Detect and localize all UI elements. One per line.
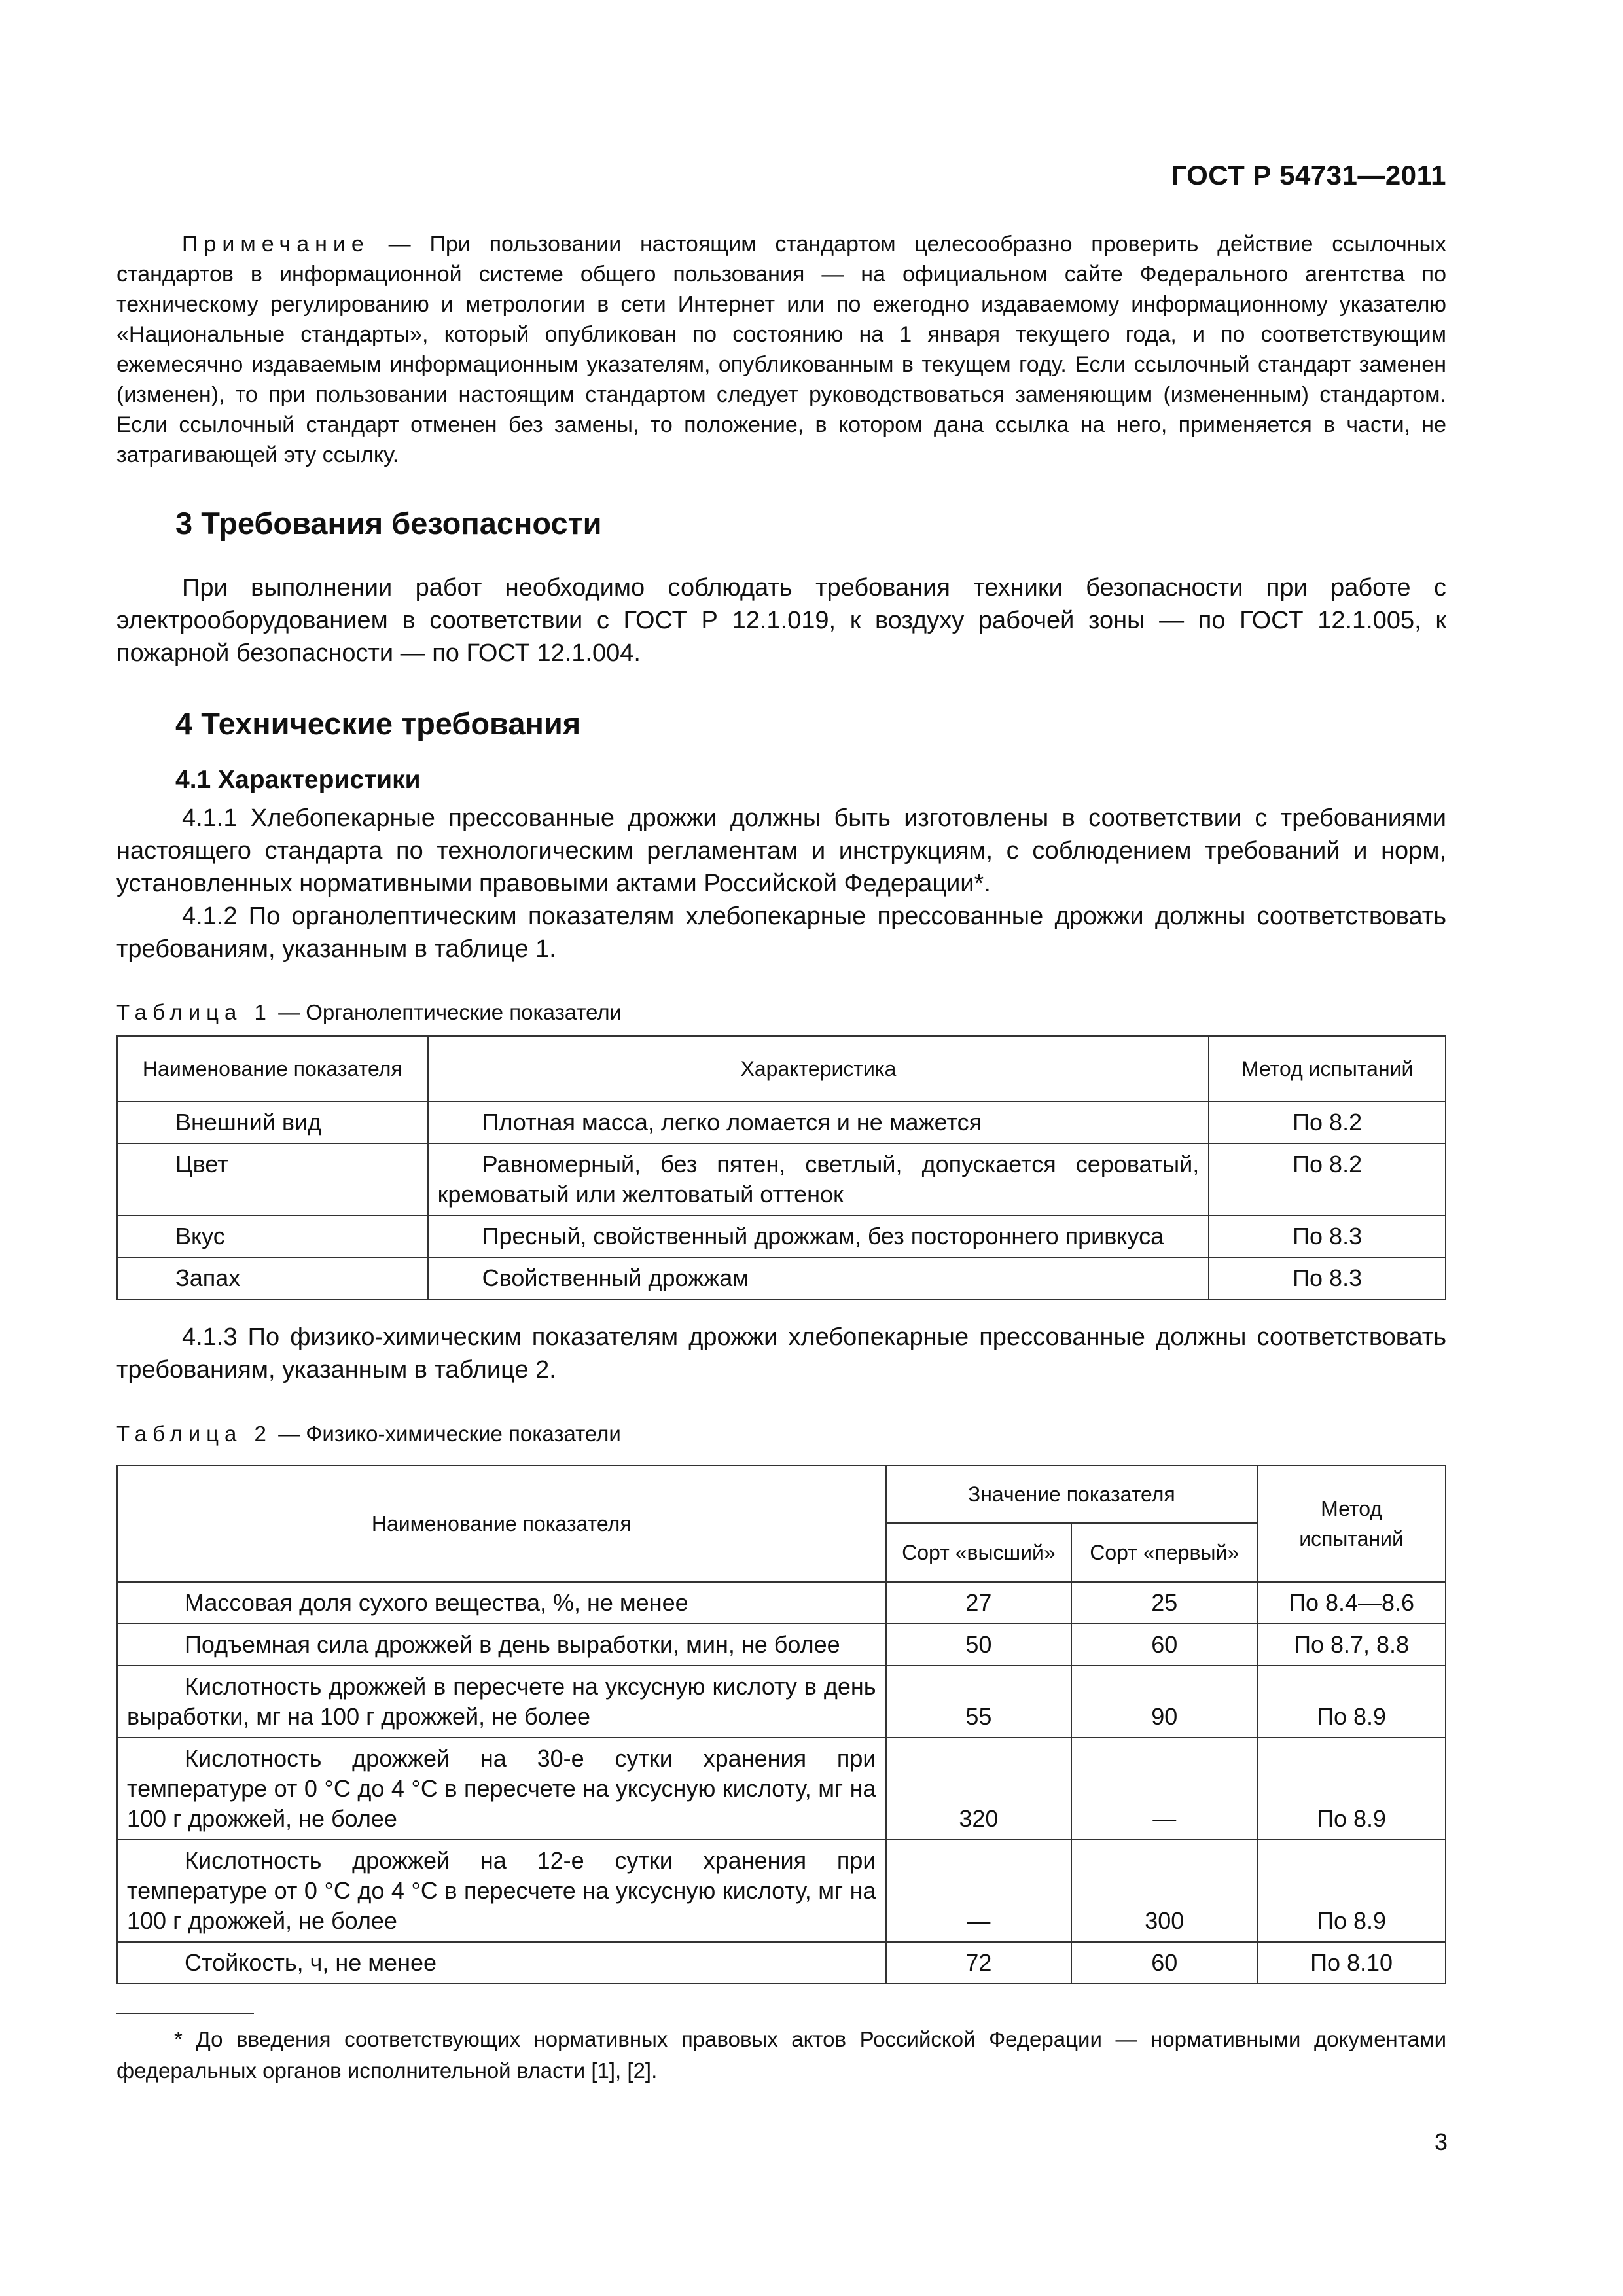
t2-header-grade-first: Сорт «первый»: [1071, 1523, 1257, 1582]
paragraph-4-1-3: 4.1.3 По физико-химическим показателям дрожжи хлебопекарные прессованные должны соответствовать требованиям, указанным в таблице 2.: [116, 1323, 1446, 1384]
t1-header-name: Наименование показателя: [117, 1036, 428, 1102]
paragraph-4-1-2: 4.1.2 По органолептическим показателям хлебопекарные прессованные дрожжи должны соответствовать требованиям, указанным в таблице 1.: [116, 903, 1446, 963]
document-header: ГОСТ Р 54731—2011: [1171, 160, 1446, 190]
table-2-caption: Таблица 2 — Физико-химические показатели: [116, 1422, 621, 1446]
table-row: Подъемная сила дрожжей в день выработки, мин, не более 50 60 По 8.7, 8.8: [117, 1624, 1446, 1666]
t1-header-characteristic: Характеристика: [428, 1036, 1209, 1102]
paragraph-4-1-1: 4.1.1 Хлебопекарные прессованные дрожжи должны быть изготовлены в соответствии с требованиями настоящего стандарта по технологическим регламентам и инструкциям, с соблюдением требований и норм, установленных нормативными правовыми актами Российской Федерации*.: [116, 804, 1446, 897]
t2-header-grade-top: Сорт «высший»: [886, 1523, 1072, 1582]
section-4-title: 4 Технические требования: [175, 706, 581, 741]
table-row: Вкус Пресный, свойственный дрожжам, без постороннего привкуса По 8.3: [117, 1215, 1446, 1257]
t2-header-value-group: Значение показателя: [886, 1465, 1258, 1523]
section-3-title: 3 Требования безопасности: [175, 506, 602, 541]
table-organoleptic: [116, 1035, 1446, 1300]
table-row: Кислотность дрожжей на 12-е сутки хранения при температуре от 0 °С до 4 °С в пересчете на уксусную кислоту, мг на 100 г дрожжей, не более — 300 По 8.9: [117, 1840, 1446, 1942]
page-number: 3: [1434, 2128, 1448, 2155]
t2-header-name: Наименование показателя: [117, 1465, 886, 1582]
table-physicochemical: [116, 1465, 1446, 1984]
note-lead: Примечание: [182, 232, 370, 257]
footnote-separator: [116, 2013, 254, 2014]
table-row: Массовая доля сухого вещества, %, не менее 27 25 По 8.4—8.6: [117, 1582, 1446, 1624]
table-1-caption: Таблица 1 — Органолептические показатели: [116, 1000, 622, 1024]
table-row: Внешний вид Плотная масса, легко ломается и не мажется По 8.2: [117, 1102, 1446, 1143]
footnote: * До введения соответствующих нормативных правовых актов Российской Федерации — нормативными документами федеральных органов исполнительной власти [1], [2].: [116, 2027, 1446, 2083]
t1-header-method: Метод испытаний: [1209, 1036, 1446, 1102]
t2-header-method: Метод испытаний: [1257, 1465, 1446, 1582]
table-row: Цвет Равномерный, без пятен, светлый, допускается сероватый, кремоватый или желтоватый оттенок По 8.2: [117, 1143, 1446, 1215]
subsection-4-1-title: 4.1 Характеристики: [175, 766, 421, 794]
note-text: — При пользовании настоящим стандартом целесообразно проверить действие ссылочных стандартов в информационной системе общего пользования — на официальном сайте Федерального агентства по техническому регулированию и метрологии в сети Интернет или по ежегодно издаваемому информационному указателю «Национальные стандарты», который опубликован по состоянию на 1 января текущего года, и по соответствующим ежемесячно издаваемым информационным указателям, опубликованным в текущем году. Если ссылочный стандарт заменен (изменен), то при пользовании настоящим стандартом следует руководствоваться заменяющим (измененным) стандартом. Если ссылочный стандарт отменен без замены, то положение, в котором дана ссылка на него, применяется в части, не затрагивающей эту ссылку.: [116, 232, 1446, 467]
table-row: Кислотность дрожжей на 30-е сутки хранения при температуре от 0 °С до 4 °С в пересчете на уксусную кислоту, мг на 100 г дрожжей, не более 320 — По 8.9: [117, 1738, 1446, 1840]
table-row: Стойкость, ч, не менее 72 60 По 8.10: [117, 1942, 1446, 1984]
reference-note: [116, 229, 1446, 470]
table-row: Запах Свойственный дрожжам По 8.3: [117, 1257, 1446, 1299]
table-row: Кислотность дрожжей в пересчете на уксусную кислоту в день выработки, мг на 100 г дрожжей, не более 55 90 По 8.9: [117, 1666, 1446, 1738]
section-3-text: При выполнении работ необходимо соблюдать требования техники безопасности при работе с электрооборудованием в соответствии с ГОСТ Р 12.1.019, к воздуху рабочей зоны — по ГОСТ 12.1.005, к пожарной безопасности — по ГОСТ 12.1.004.: [116, 574, 1446, 667]
